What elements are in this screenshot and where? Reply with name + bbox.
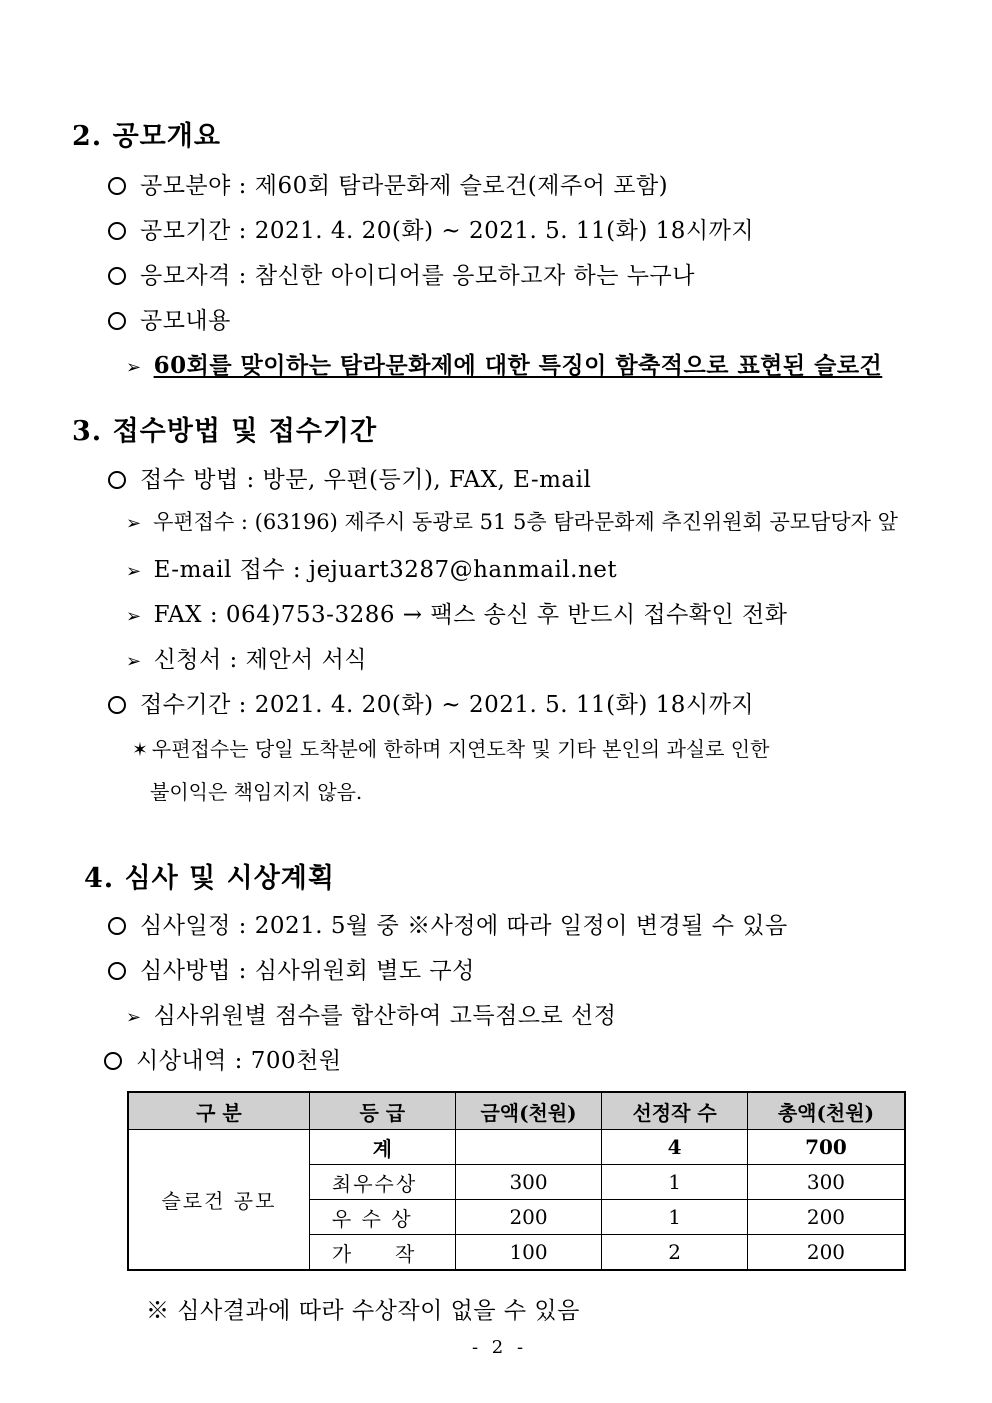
arrow-bullet-icon: ➢ [126,1007,142,1028]
circle-bullet-icon [108,177,126,195]
sec2-item-text: 공모분야 : 제60회 탐라문화제 슬로건(제주어 포함) [140,173,669,199]
sum-cell: 300 [747,1165,905,1200]
sec4-method-sub [126,997,616,1030]
sec4-schedule-text: 심사일정 : 2021. 5월 중 ※사정에 따라 일정이 변경될 수 있음 [140,913,788,939]
circle-bullet-icon [108,696,126,714]
arrow-bullet-icon: ➢ [126,357,142,378]
count-cell: 1 [602,1200,748,1235]
sec3-period [108,686,754,719]
count-cell: 2 [602,1235,748,1271]
header-grade: 등 급 [309,1092,455,1130]
table-row-total [128,1130,905,1165]
grade-cell: 가 작 [309,1235,455,1271]
sec2-item-text: 공모기간 : 2021. 4. 20(화) ~ 2021. 5. 11(화) 18시까지 [140,218,755,244]
grade-cell: 최우수상 [309,1165,455,1200]
sum-cell: 700 [747,1130,905,1165]
circle-bullet-icon [108,962,126,980]
sec2-item-period [108,212,754,245]
circle-bullet-icon [108,312,126,330]
sec3-method [108,461,591,494]
sec2-item-content [108,302,231,335]
star-bullet-icon: ✶ [132,739,148,761]
sec3-sub-fax [126,596,788,629]
circle-bullet-icon [108,471,126,489]
sec2-item-eligibility [108,257,695,290]
sec2-item-text: 공모내용 [140,308,231,334]
sec2-sub-text: 60회를 맞이하는 탐라문화제에 대한 특징이 함축적으로 표현된 슬로건 [153,352,883,379]
amount-cell: 300 [455,1165,602,1200]
sec3-sub-text: E-mail 접수 : jejuart3287@hanmail.net [153,557,618,583]
sec2-item-field [108,167,668,200]
sec4-prize [104,1042,342,1075]
header-amount: 금액(천원) [455,1092,602,1130]
sec3-note-line2: 불이익은 책임지지 않음. [150,780,363,804]
sum-cell: 200 [747,1235,905,1271]
circle-bullet-icon [108,917,126,935]
amount-cell: 100 [455,1235,602,1271]
arrow-bullet-icon: ➢ [126,561,142,582]
sec3-sub-text: FAX : 064)753-3286 → 팩스 송신 후 반드시 접수확인 전화 [153,602,788,628]
header-sum: 총액(천원) [747,1092,905,1130]
sec3-period-text: 접수기간 : 2021. 4. 20(화) ~ 2021. 5. 11(화) 18시까지 [140,692,755,718]
sec3-note-line1 [132,733,769,762]
sec3-method-text: 접수 방법 : 방문, 우편(등기), FAX, E-mail [140,467,592,493]
table-header-row [128,1092,905,1130]
section-2-title: 2. 공모개요 [72,121,221,152]
section-3-title: 3. 접수방법 및 접수기간 [72,416,378,447]
header-category: 구 분 [128,1092,309,1130]
sec3-sub-mail [126,506,898,536]
sum-cell: 200 [747,1200,905,1235]
sec4-method [108,952,475,985]
sec3-sub-form [126,641,367,674]
footnote: ※ 심사결과에 따라 수상작이 없을 수 있음 [146,1298,580,1324]
circle-bullet-icon [108,267,126,285]
category-cell: 슬로건 공모 [128,1130,309,1271]
sec2-content-sub [126,347,882,380]
sec3-sub-text: 우편접수 : (63196) 제주시 동광로 51 5층 탐라문화제 추진위원회 공모담당자 앞 [153,510,898,534]
circle-bullet-icon [108,222,126,240]
arrow-bullet-icon: ➢ [126,513,142,534]
sec3-note-text: 우편접수는 당일 도착분에 한하며 지연도착 및 기타 본인의 과실로 인한 [151,737,770,761]
count-cell: 1 [602,1165,748,1200]
arrow-bullet-icon: ➢ [126,651,142,672]
count-cell: 4 [602,1130,748,1165]
grade-cell: 우 수 상 [309,1200,455,1235]
amount-cell [455,1130,602,1165]
section-4-title: 4. 심사 및 시상계획 [84,863,335,894]
sec4-schedule [108,907,788,940]
sec4-method-text: 심사방법 : 심사위원회 별도 구성 [140,958,475,984]
arrow-bullet-icon: ➢ [126,606,142,627]
page-number: - 2 - [472,1337,528,1358]
header-count: 선정작 수 [602,1092,748,1130]
grade-cell: 계 [309,1130,455,1165]
sec4-method-sub-text: 심사위원별 점수를 합산하여 고득점으로 선정 [153,1003,617,1029]
sec4-prize-text: 시상내역 : 700천원 [136,1048,342,1074]
sec3-sub-text: 신청서 : 제안서 서식 [153,647,368,673]
sec2-item-text: 응모자격 : 참신한 아이디어를 응모하고자 하는 누구나 [140,263,695,289]
amount-cell: 200 [455,1200,602,1235]
circle-bullet-icon [104,1052,122,1070]
sec3-sub-email [126,551,617,584]
prize-table [127,1091,906,1271]
